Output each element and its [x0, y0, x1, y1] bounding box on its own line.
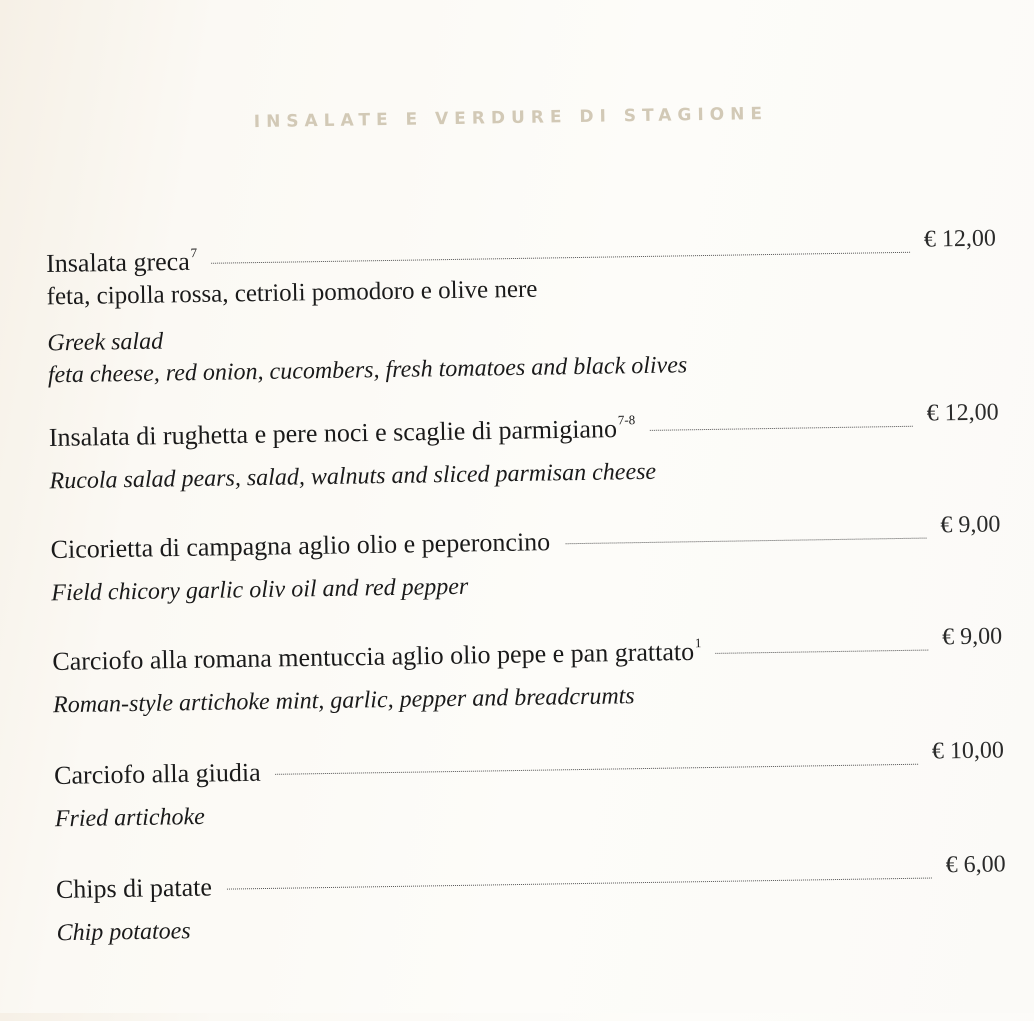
item-line [54, 740, 1004, 792]
menu-item-carciofo-romana [52, 626, 1003, 720]
item-name-en: Roman-style artichoke mint, garlic, pepper and breadcrumts [53, 675, 1003, 720]
allergen-note: 7 [190, 245, 197, 260]
menu-item-cicorietta [50, 514, 1001, 608]
item-name-en: Greek salad [47, 313, 997, 358]
dotted-leader [211, 251, 910, 263]
item-price: € 12,00 [926, 397, 998, 428]
item-price: € 6,00 [945, 849, 1005, 880]
item-name: Carciofo alla romana mentuccia aglio olio pepe e pan grattato$^1$ [52, 631, 702, 677]
item-price: € 10,00 [932, 735, 1004, 766]
item-name: Insalata greca$^7$ [46, 241, 198, 279]
allergen-note: 1 [695, 635, 702, 650]
item-name: Chips di patate [56, 867, 214, 905]
item-name-en: Rucola salad pears, salad, walnuts and sliced parmisan cheese [49, 451, 999, 496]
dotted-leader [716, 649, 929, 653]
item-name-en: Chip potatoes [56, 903, 1006, 948]
item-name: Carciofo alla giudia [54, 752, 262, 791]
item-name: Insalata di rughetta e pere noci e scaglie di parmigiano$^{7-8}$ [49, 408, 636, 453]
menu-item-insalata-greca [46, 228, 998, 390]
dotted-leader [227, 877, 932, 889]
item-price: € 9,00 [942, 621, 1002, 652]
item-price: € 9,00 [940, 509, 1000, 540]
item-price: € 12,00 [924, 223, 996, 254]
item-line [52, 626, 1002, 678]
dotted-leader [276, 763, 918, 774]
item-line [56, 854, 1006, 906]
item-name-en: Field chicory garlic oliv oil and red pepper [51, 563, 1001, 608]
dotted-leader [649, 425, 912, 430]
item-description-it: feta, cipolla rossa, cetrioli pomodoro e olive nere [46, 267, 996, 312]
item-name: Cicorietta di campagna aglio olio e peperoncino [50, 521, 551, 565]
section-title: INSALATE E VERDURE DI STAGIONE [0, 100, 1028, 136]
item-line [50, 514, 1000, 566]
dotted-leader [565, 537, 926, 544]
menu-item-carciofo-giudia [54, 740, 1005, 834]
allergen-note: 7-8 [618, 412, 636, 427]
item-name-en: Fried artichoke [55, 789, 1005, 834]
item-line [49, 402, 999, 454]
item-description-en: feta cheese, red onion, cucombers, fresh tomatoes and black olives [48, 345, 998, 390]
menu-item-chips-patate [56, 854, 1007, 948]
menu-item-insalata-rughetta [49, 402, 1000, 496]
